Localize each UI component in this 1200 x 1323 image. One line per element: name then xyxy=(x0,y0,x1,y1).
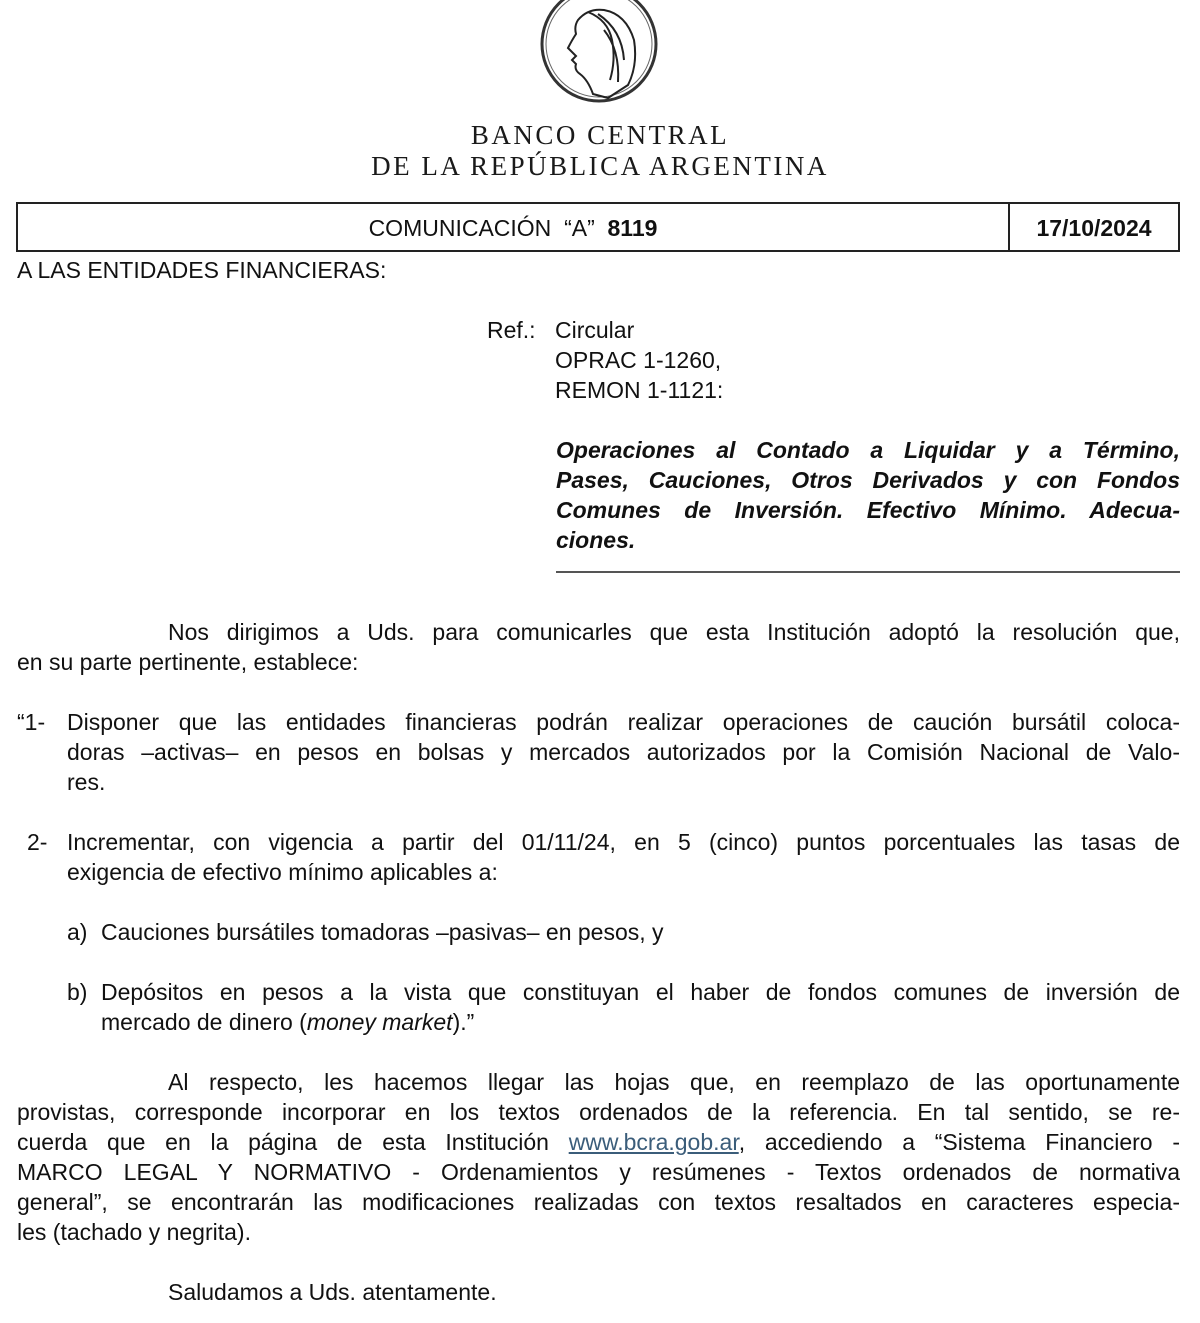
subject-line: Comunes de Inversión. Efectivo Mínimo. Adecua- xyxy=(556,497,1180,523)
communication-header-box xyxy=(16,202,1180,252)
communication-date: 17/10/2024 xyxy=(1036,215,1152,241)
item2-line: Incrementar, con vigencia a partir del 01/11/24, en 5 (cinco) puntos porcentuales las tasas de xyxy=(67,829,1180,855)
intro-line: en su parte pertinente, establece: xyxy=(17,649,359,675)
closing-line: Al respecto, les hacemos llegar las hojas que, en reemplazo de las oportunamente xyxy=(168,1069,1180,1095)
subject-divider xyxy=(556,571,1180,573)
bcra-website-link[interactable]: www.bcra.gob.ar xyxy=(568,1129,739,1155)
ref-line: Circular xyxy=(555,317,635,343)
closing-line: cuerda que en la página de esta Institución www.bcra.gob.ar, accediendo a “Sistema Financiero - xyxy=(17,1129,1180,1155)
subitem-b-line: mercado de dinero (money market).” xyxy=(101,1009,475,1035)
closing-line: MARCO LEGAL Y NORMATIVO - Ordenamientos y resúmenes - Textos ordenados de normativa xyxy=(17,1159,1180,1185)
item1-line: Disponer que las entidades financieras podrán realizar operaciones de caución bursátil coloca- xyxy=(67,709,1180,735)
ref-label: Ref.: xyxy=(487,317,536,343)
institution-name-line1: BANCO CENTRAL xyxy=(470,120,730,150)
item2-number: 2- xyxy=(27,829,48,855)
subitem-b-label: b) xyxy=(67,979,88,1005)
subject-line: ciones. xyxy=(556,527,636,553)
subject-line: Pases, Cauciones, Otros Derivados y con Fondos xyxy=(556,467,1180,493)
item1-line: doras –activas– en pesos en bolsas y mercados autorizados por la Comisión Nacional de Valo- xyxy=(67,739,1180,765)
closing-line: les (tachado y negrita). xyxy=(17,1219,251,1245)
subitem-a-label: a) xyxy=(67,919,88,945)
subject-line: Operaciones al Contado a Liquidar y a Término, xyxy=(556,437,1180,463)
communication-number: 8119 xyxy=(607,215,658,241)
bcra-logo-icon xyxy=(538,0,660,105)
ref-line: REMON 1-1121: xyxy=(555,377,724,403)
subitem-a-text: Cauciones bursátiles tomadoras –pasivas– en pesos, y xyxy=(101,919,664,945)
item2-line: exigencia de efectivo mínimo aplicables a: xyxy=(67,859,498,885)
closing-line: provistas, corresponde incorporar en los textos ordenados de la referencia. En tal sentido, se re- xyxy=(17,1099,1180,1125)
communication-title: COMUNICACIÓN “A” 8119 xyxy=(368,215,658,241)
subitem-b-line: Depósitos en pesos a la vista que constituyan el haber de fondos comunes de inversión de xyxy=(101,979,1180,1005)
institution-name-line2: DE LA REPÚBLICA ARGENTINA xyxy=(371,151,829,181)
item1-line: res. xyxy=(67,769,106,795)
salutation: Saludamos a Uds. atentamente. xyxy=(168,1279,497,1305)
addressee: A LAS ENTIDADES FINANCIERAS: xyxy=(17,257,387,283)
intro-line: Nos dirigimos a Uds. para comunicarles que esta Institución adoptó la resolución que, xyxy=(168,619,1180,645)
item1-number: “1- xyxy=(17,709,46,735)
closing-line: general”, se encontrarán las modificaciones realizadas con textos resaltados en caracteres especia- xyxy=(17,1189,1180,1215)
ref-line: OPRAC 1-1260, xyxy=(555,347,722,373)
